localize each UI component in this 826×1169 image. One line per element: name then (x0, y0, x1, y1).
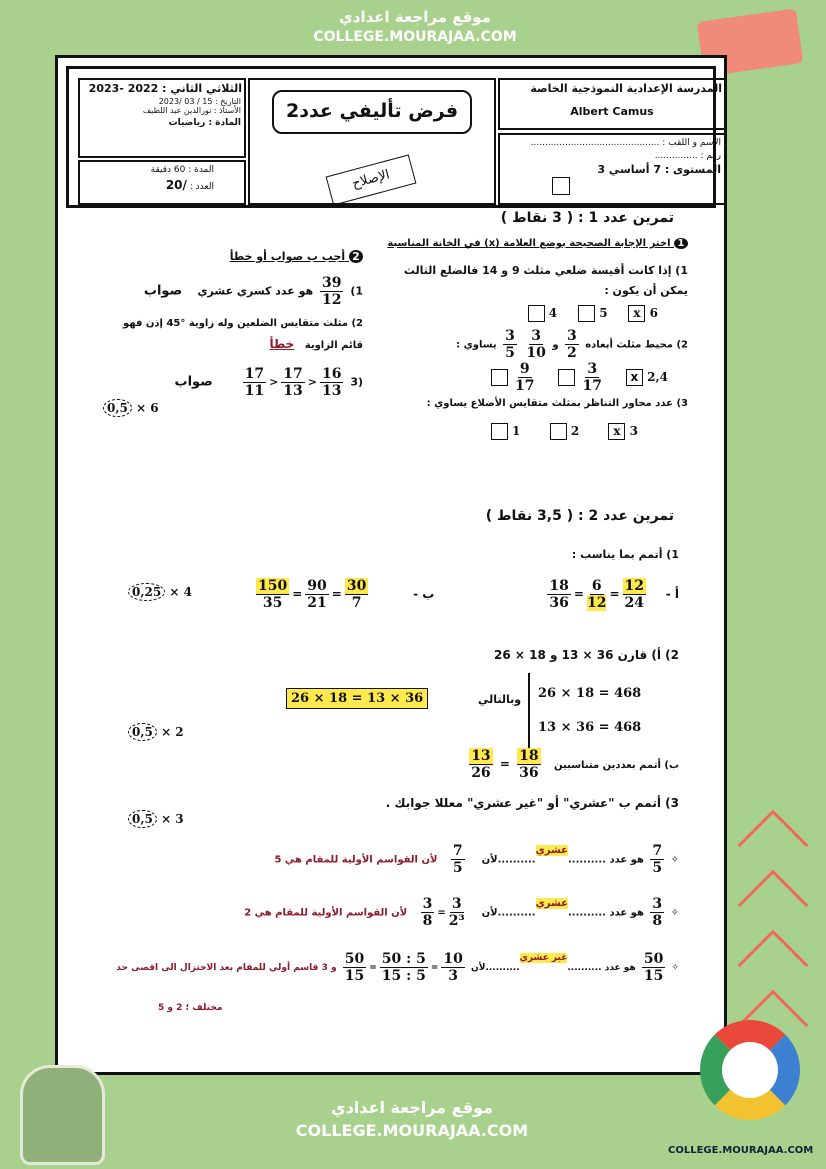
banner-title: موقع مراجعة اعدادي (330, 1098, 494, 1117)
part-number: 2 (349, 250, 363, 263)
fraction (451, 843, 465, 876)
comparison-result: 26 × 18 = 13 × 36 (286, 688, 428, 709)
fraction (343, 951, 366, 984)
fraction (623, 578, 646, 611)
option: 2 (570, 424, 580, 438)
text: 3 (531, 328, 541, 344)
q3-item: ✧ $\frac{3}{8}$ هو عدد ..........عشري..........لأن $\frac{3}{8}$ = $\frac{3}{\text{2³}}$ لأن القواسم الأولية للمقام هي 2 (244, 896, 679, 929)
option: 1 (512, 424, 521, 438)
banner-url: COLLEGE.MOURAJAA.COM (313, 29, 517, 45)
text: لأن القواسم الأولية للمقام هي 5 (274, 854, 438, 866)
text: 10 (526, 345, 546, 361)
text: 0,5 (128, 810, 157, 828)
checkbox-checked[interactable]: x (628, 305, 645, 322)
fraction (320, 366, 343, 399)
text: 3 (505, 328, 515, 344)
text: 39 (321, 275, 342, 291)
text: 5 (505, 345, 515, 361)
exercise-1-title: تمرين عدد 1 : ( 3 نقاط ) (500, 210, 674, 226)
points-badge (128, 810, 184, 828)
text: × 2 (161, 725, 184, 739)
checkbox-checked[interactable]: x (626, 369, 643, 386)
ex1-part-b (103, 250, 363, 417)
text: 36 (549, 595, 569, 611)
text: ب) أتمم بعددين متناسبين (554, 760, 679, 771)
text: 7 (351, 595, 362, 611)
question-text: 2) محيط مثلث أبعاده (585, 339, 688, 351)
info-box (78, 78, 246, 158)
text: 15 (643, 968, 664, 984)
text: 10 (443, 951, 463, 967)
instruction: أجب ب صواب أو خطأ (229, 250, 346, 263)
text: 6 (591, 578, 602, 594)
op: > (307, 375, 317, 389)
text: 90 (307, 578, 327, 594)
fraction (305, 578, 328, 611)
answer: خطأ (269, 337, 295, 351)
fraction (565, 328, 579, 361)
text: هو عدد (609, 907, 644, 919)
subject: المادة : رياضيات (168, 118, 241, 128)
checkbox[interactable] (558, 369, 575, 386)
part-number: 1 (674, 238, 688, 249)
text: 18 (519, 748, 539, 764)
name-field[interactable]: الاسم و اللقب : ............................................. (530, 138, 721, 148)
cube-icon (552, 177, 570, 195)
duration-box (78, 160, 246, 205)
text: 7 (452, 843, 463, 859)
text: هو عدد (609, 854, 644, 866)
text: 9 (519, 361, 530, 377)
fraction (547, 578, 570, 611)
text: هو عدد (604, 963, 636, 973)
text: 13 (283, 383, 303, 399)
fraction (380, 951, 428, 984)
text: 3 (652, 896, 663, 912)
grade-label: العدد : (189, 182, 214, 192)
term: الثلاثي الثاني : 2022 -2023 (88, 82, 242, 95)
fraction (345, 578, 368, 611)
text: × 3 (161, 812, 184, 826)
text: 0,25 (128, 583, 165, 601)
number-field[interactable]: رقم : ............... (654, 151, 721, 161)
text: 7 (652, 843, 663, 859)
label: ب - (413, 587, 435, 601)
text: .......... (497, 854, 536, 866)
ex1-part-a (373, 238, 688, 440)
text: 17 (283, 366, 303, 382)
text: 13 × 36 = 468 (538, 720, 642, 735)
fraction (441, 951, 464, 984)
text: 50 : 5 (381, 951, 426, 967)
question-text: 3) عدد محاور التناظر بمثلث متقايس الأضلاع يساوي : (426, 398, 688, 409)
checkbox[interactable] (528, 305, 545, 322)
answer: صواب (174, 374, 213, 390)
text: 12 (321, 292, 342, 308)
text: 50 (344, 951, 365, 967)
text: 30 (346, 578, 367, 594)
question-text: هو عدد كسري عشري (197, 284, 314, 298)
text: 17 (582, 378, 603, 394)
site-logo-icon (700, 1020, 800, 1120)
title-box (248, 78, 496, 205)
q-num: 2) (351, 318, 363, 329)
ex2-q2-equations (528, 673, 649, 749)
text: 12 (586, 595, 607, 611)
question-text: 3) أتمم ب "عشري" أو "غير عشري" معللا جوابك . (385, 796, 679, 810)
text: 0,5 (128, 723, 157, 741)
option: 5 (599, 306, 608, 320)
correction-stamp: الإصلاح (326, 154, 417, 205)
option: 3 (629, 424, 638, 438)
footer-logo-url[interactable]: COLLEGE.MOURAJAA.COM (668, 1145, 814, 1156)
q-num: 1) (350, 284, 363, 298)
fraction (526, 328, 545, 361)
text: 15 : 5 (381, 968, 426, 984)
text: 17 (244, 366, 265, 382)
school: المدرسة الإعدادية النموذجية الخاصة (530, 82, 722, 95)
points-badge (103, 399, 363, 417)
text: 24 (624, 595, 644, 611)
points-badge (128, 723, 184, 741)
fraction (421, 896, 435, 929)
text: .......... (567, 854, 606, 866)
text: عشري (535, 897, 568, 909)
points-badge (128, 583, 192, 601)
student-box (498, 133, 726, 205)
text: 15 (344, 968, 365, 984)
therefore: وبالتالي (478, 693, 522, 706)
date: التاريخ : 15 / 03 /2023 (158, 97, 241, 106)
teacher: الأستاذ : نورالدين عبد اللطيف (142, 106, 241, 115)
exam-paper (55, 55, 727, 1075)
school-box (498, 78, 726, 130)
text: 16 (321, 366, 342, 382)
text: 18 (549, 578, 569, 594)
bottom-banner[interactable] (263, 1080, 561, 1169)
text: عشري (535, 844, 568, 856)
q-num: (3 (350, 375, 363, 389)
fraction (650, 896, 664, 929)
option: 4 (548, 306, 558, 320)
option: 6 (649, 306, 658, 320)
checkbox[interactable] (491, 369, 508, 386)
text: 26 (471, 765, 491, 781)
text: .......... (485, 963, 520, 973)
q3-item: ✧ $\frac{50}{15}$ هو عدد ..........غير عشري..........لأن $\frac{50}{15}$ = $\frac{50 : 5}{15 : 5}$ = $\frac{10}{3}$ و 3 قاسم أولي للمقام بعد الاختزال الى اقصى حد (116, 951, 679, 984)
answer: صواب (143, 283, 183, 299)
text: لأن (481, 907, 498, 919)
text: لأن (471, 963, 486, 973)
question-text: 1) أتمم بما يناسب : (571, 548, 679, 561)
fraction (587, 578, 606, 611)
text: 3 (422, 896, 433, 912)
ex2-q1-b: ب - $\frac{150}{35}$ = $\frac{90}{21}$ = $\frac{30}{7}$ (258, 578, 435, 611)
exercise-2-title: تمرين عدد 2 : ( 3,5 نقاط ) (485, 508, 674, 524)
fraction (243, 366, 266, 399)
backpack-icon (20, 1065, 105, 1165)
and-text: و (552, 339, 559, 351)
text: و 3 قاسم أولي للمقام بعد الاختزال الى اقصى حد (116, 963, 337, 973)
text: 50 (643, 951, 664, 967)
exam-title: فرض تأليفي عدد2 (272, 90, 472, 134)
label: أ - (665, 587, 679, 601)
option-fraction (583, 361, 602, 394)
q3-item: ✧ $\frac{7}{5}$ هو عدد ..........عشري..........لأن $\frac{7}{5}$ لأن القواسم الأولية للمقام هي 5 (274, 843, 679, 876)
question-text: 2) أ) قارن 36 × 13 و 18 × 26 (494, 648, 679, 662)
text: 0,5 (103, 399, 132, 417)
text: 8 (652, 913, 663, 929)
fraction (503, 328, 517, 361)
checkbox[interactable] (491, 423, 508, 440)
text: .......... (567, 907, 606, 919)
fraction (650, 843, 664, 876)
text: غير عشري (519, 953, 568, 963)
fraction (449, 896, 465, 929)
text: 150 (258, 578, 288, 594)
q3-reason-cont: مختلف ؛ 2 و 5 (158, 1003, 223, 1013)
fraction (281, 366, 304, 399)
text: لأن (481, 854, 498, 866)
text: × 6 (136, 401, 159, 415)
text: لأن القواسم الأولية للمقام هي 2 (244, 907, 408, 919)
text: × 4 (169, 585, 193, 599)
checkbox-checked[interactable]: x (608, 423, 625, 440)
text: 3 (451, 896, 462, 912)
text: 2³ (448, 913, 465, 929)
duration: المدة : 60 دقيقة (150, 165, 214, 175)
checkbox[interactable] (550, 423, 567, 440)
op: > (269, 375, 279, 389)
fraction (517, 748, 540, 781)
text: 26 × 18 = 468 (538, 686, 642, 701)
text: 36 (519, 765, 539, 781)
fraction (256, 578, 289, 611)
text: 3 (448, 968, 459, 984)
fraction (469, 748, 492, 781)
ex2-q2-b: ب) أتمم بعددين متناسبين $\frac{13}{26}$ = $\frac{18}{36}$ (471, 748, 679, 781)
text: .......... (567, 963, 602, 973)
equals-text: يساوي : (456, 339, 497, 351)
grade-field[interactable]: /20 (165, 178, 187, 192)
ex2-q1-a: أ - $\frac{18}{36}$ = $\frac{6}{12}$ = $\frac{12}{24}$ (549, 578, 679, 611)
question-text: 1) إذا كانت أقيسة ضلعي مثلث 9 و 14 فالضلع الثالث يمكن أن يكون : (403, 264, 688, 297)
option: 2,4 (647, 370, 668, 384)
text: 12 (624, 578, 644, 594)
text: 11 (244, 383, 265, 399)
fraction (320, 275, 343, 308)
level: المستوى : 7 أساسي 3 (597, 163, 721, 176)
text: 21 (307, 595, 327, 611)
instruction: اختر الإجابة الصحيحة بوضع العلامة (x) في الخانة المناسبة (387, 238, 671, 249)
text: 35 (262, 595, 283, 611)
text: .......... (497, 907, 536, 919)
text: 5 (452, 860, 463, 876)
text: 3 (587, 361, 598, 377)
option-fraction (515, 361, 534, 394)
top-banner[interactable] (300, 0, 530, 58)
text: 3 (567, 328, 577, 344)
checkbox[interactable] (578, 305, 595, 322)
text: 8 (422, 913, 433, 929)
text: 17 (514, 378, 535, 394)
fraction (642, 951, 665, 984)
question-text: مثلث متقايس الضلعين وله زاوية °45 إذن فهو قائم الزاوية (122, 318, 363, 351)
school-name: Albert Camus (570, 105, 654, 118)
text: 2 (567, 345, 577, 361)
text: 5 (652, 860, 663, 876)
banner-url: COLLEGE.MOURAJAA.COM (295, 1121, 529, 1140)
text: 13 (471, 748, 491, 764)
text: 13 (321, 383, 342, 399)
banner-title: موقع مراجعة اعدادي (339, 8, 491, 26)
